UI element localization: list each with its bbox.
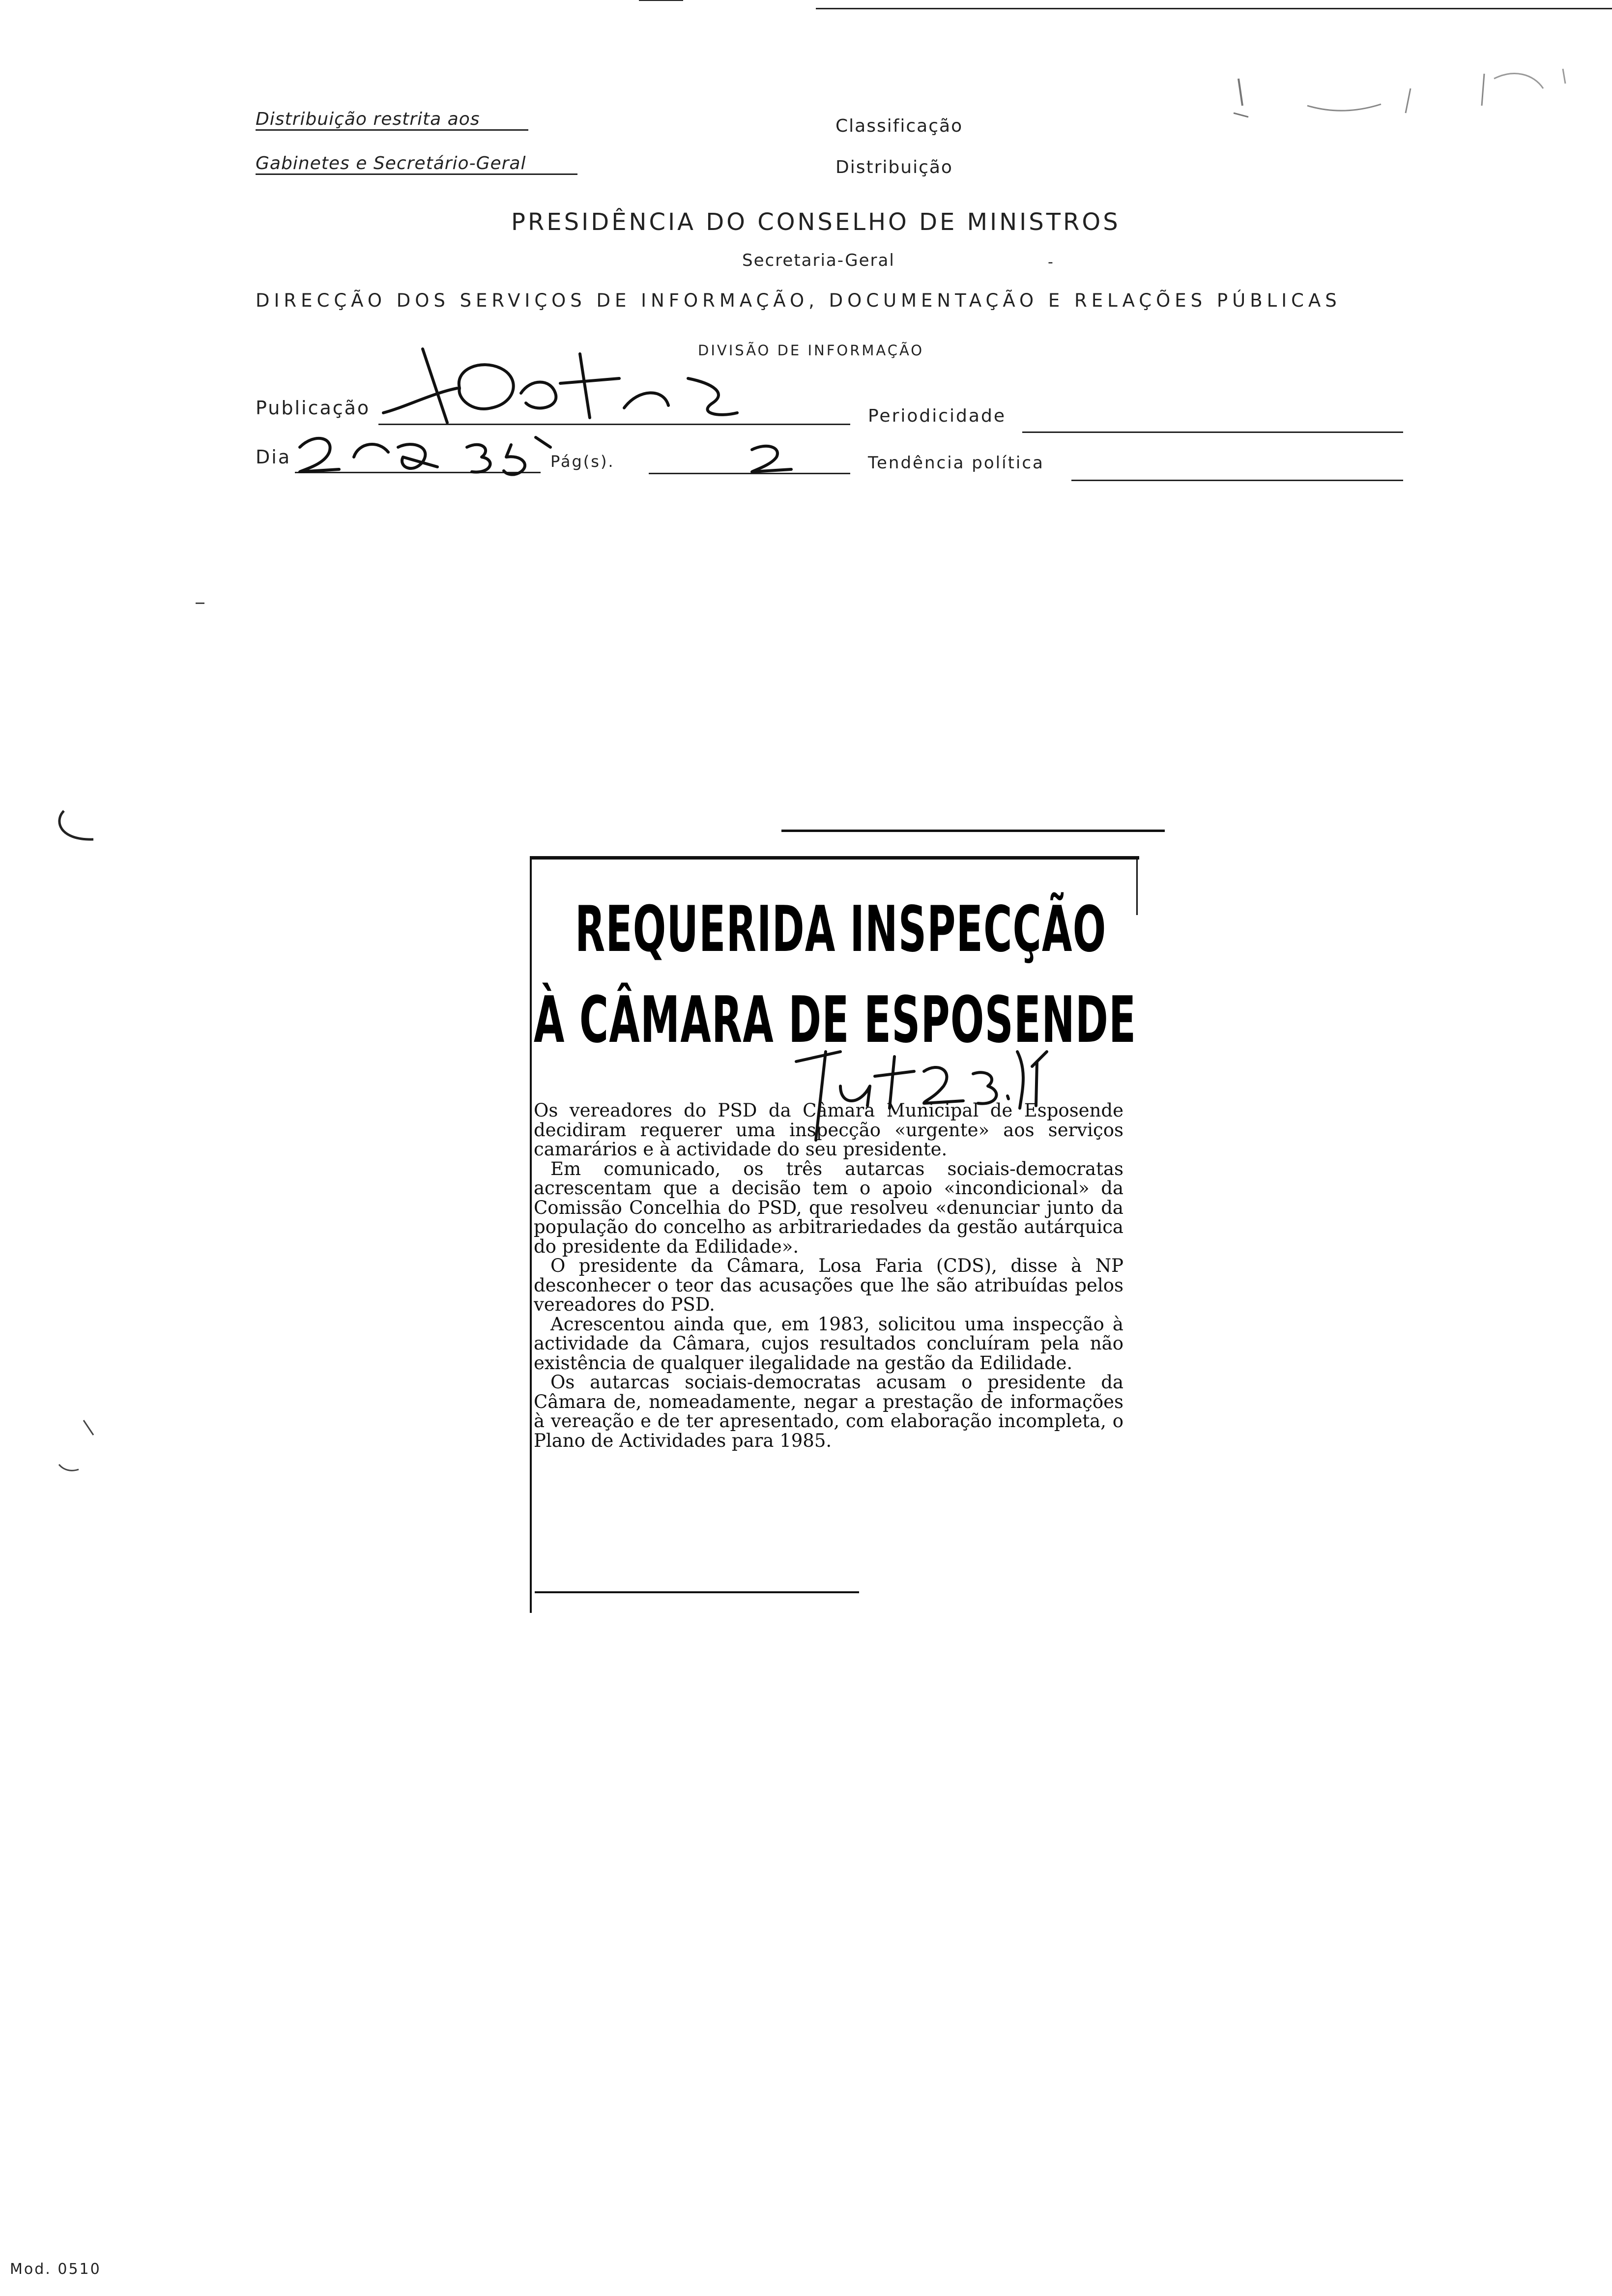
- publication-handwriting: [374, 339, 796, 428]
- distribution-note-line2: Gabinetes e Secretário-Geral: [256, 153, 577, 175]
- distribution-label: Distribuição: [835, 157, 953, 177]
- margin-mark: [196, 603, 204, 604]
- clipping-border-rule: [530, 856, 1139, 860]
- clipping-left-border: [530, 856, 532, 1613]
- newspaper-clipping: [521, 826, 1137, 1607]
- article-paragraph: O presidente da Câmara, Losa Faria (CDS), disse à NP desconhecer o teor das acusações que lhe são atribuídas pelos vereadores do PSD.: [534, 1255, 1123, 1315]
- secretariat-label: Secretaria-Geral: [742, 251, 895, 270]
- article-body: [534, 1101, 1123, 1450]
- distribution-note-line1: Distribuição restrita aos: [256, 109, 528, 131]
- faint-stamp-mark: [1219, 59, 1592, 133]
- secretariat-dash: -: [1048, 254, 1054, 271]
- article-paragraph: Em comunicado, os três autarcas sociais-democratas acrescentam que a decisão tem o apoio «incondicional» da Comissão Concelhia do PSD, que resolveu «denunciar junto da população do concelho as arbitrariedades da gestão autárquica do presidente da Edilidade».: [534, 1158, 1123, 1257]
- pages-label: Pág(s).: [550, 452, 615, 471]
- clipping-top-rule: [781, 830, 1165, 832]
- tendency-line: [1071, 480, 1403, 481]
- clipping-right-border: [1136, 856, 1138, 915]
- classification-label: Classificação: [835, 116, 963, 136]
- day-label: Dia: [256, 446, 291, 468]
- clipping-bottom-rule: [535, 1591, 859, 1593]
- top-edge-mark: [639, 0, 683, 1]
- punch-hole-mark-bottom: [49, 1415, 98, 1474]
- headline-line1: REQUERIDA INSPECÇÃO: [575, 893, 1107, 966]
- article-paragraph: Os autarcas sociais-democratas acusam o presidente da Câmara de, nomeadamente, negar a prestação de informações à vereação e de ter apresentado, com elaboração incompleta, o Plano de Actividades para 1985.: [534, 1372, 1123, 1451]
- tendency-label: Tendência política: [868, 453, 1044, 473]
- division-title: DIVISÃO DE INFORMAÇÃO: [698, 342, 924, 359]
- periodicity-line: [1022, 431, 1403, 433]
- punch-hole-mark-top: [49, 806, 98, 845]
- directorate-title: DIRECÇÃO DOS SERVIÇOS DE INFORMAÇÃO, DOCUMENTAÇÃO E RELAÇÕES PÚBLICAS: [256, 290, 1341, 311]
- publication-label: Publicação: [256, 397, 371, 419]
- form-code: Mod. 0510: [10, 2261, 101, 2278]
- day-handwriting: [290, 428, 565, 482]
- institution-title: PRESIDÊNCIA DO CONSELHO DE MINISTROS: [511, 208, 1121, 236]
- pages-handwriting: [737, 437, 806, 477]
- periodicity-label: Periodicidade: [868, 406, 1006, 426]
- article-paragraph: Os vereadores do PSD da Câmara Municipal de Esposende decidiram requerer uma inspecção «urgente» aos serviços camarários e à actividade do seu presidente.: [534, 1100, 1123, 1160]
- headline-line2: À CÂMARA DE ESPOSENDE: [534, 982, 1137, 1057]
- top-edge-rule: [816, 8, 1612, 9]
- article-paragraph: Acrescentou ainda que, em 1983, solicitou uma inspecção à actividade da Câmara, cujos resultados concluíram pela não existência de qualquer ilegalidade na gestão da Edilidade.: [534, 1313, 1123, 1374]
